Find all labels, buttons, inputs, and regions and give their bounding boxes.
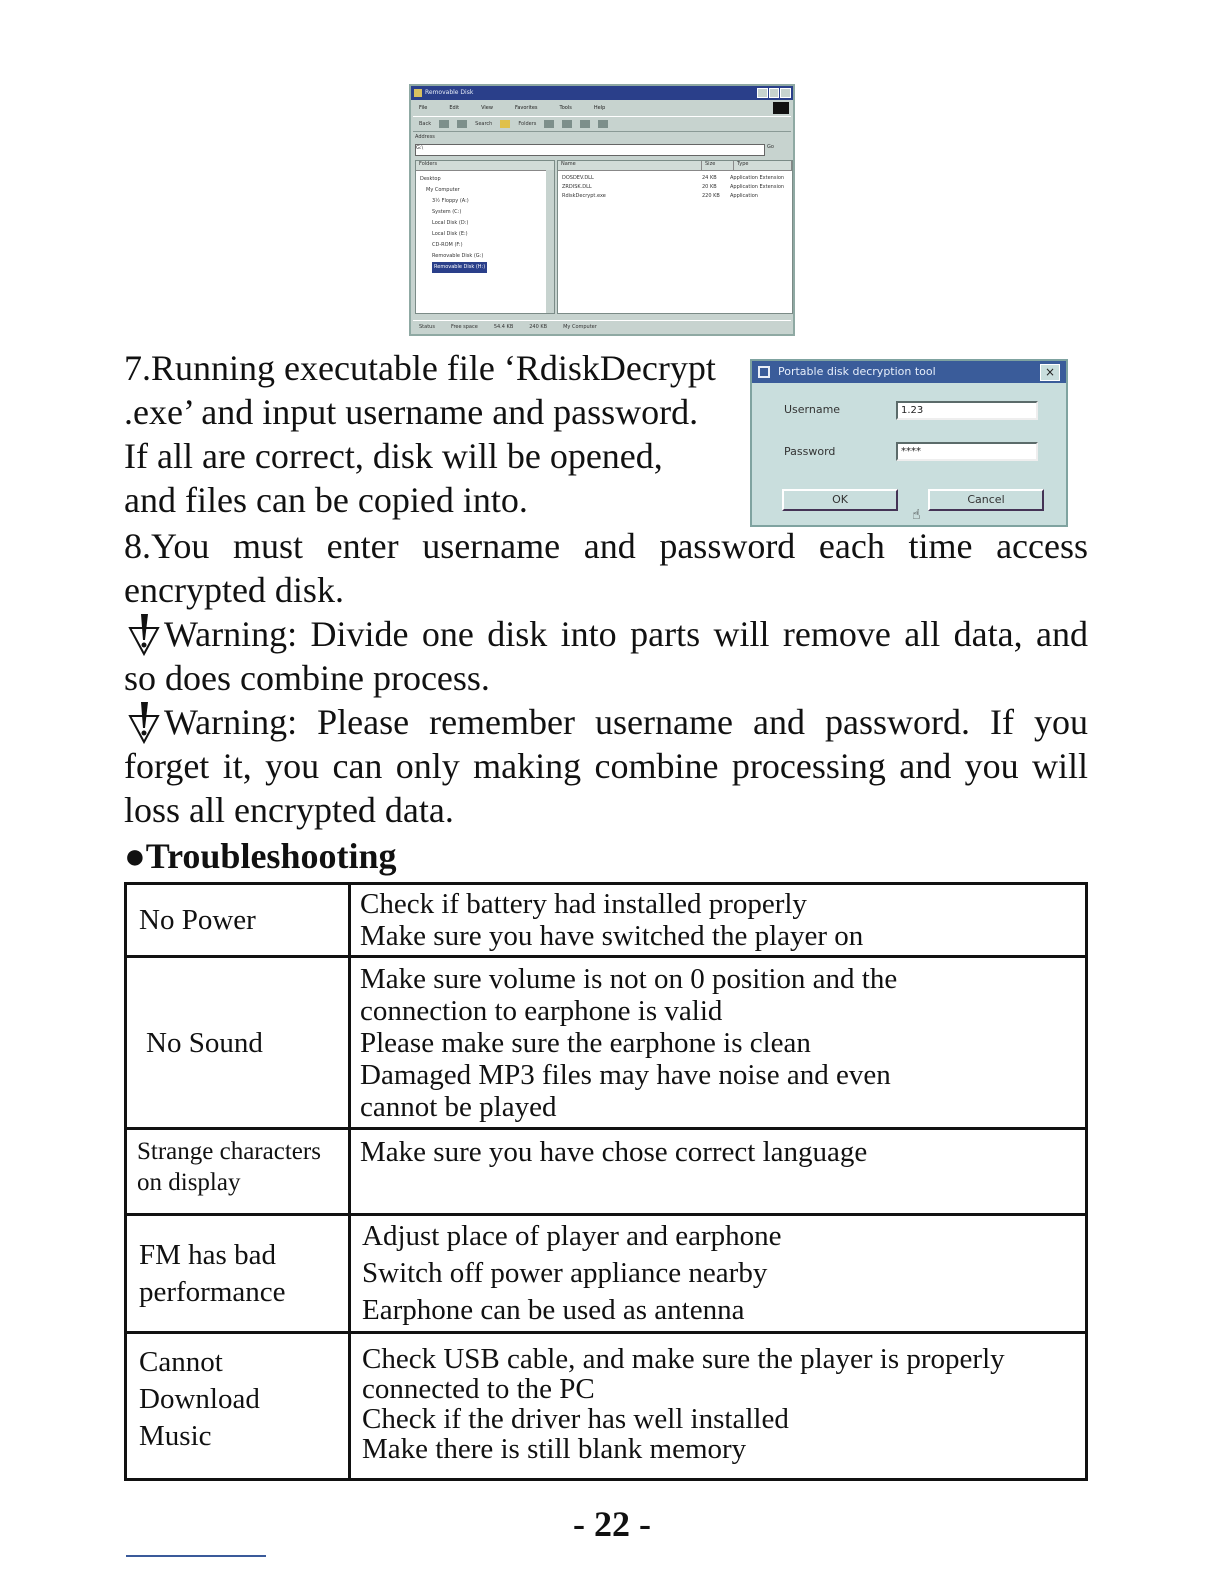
problem-text: No Power [139, 904, 256, 936]
tree-item-selected: Removable Disk (H:) [432, 262, 487, 273]
status-item: 240 KB [529, 323, 548, 330]
problem-text: Download [139, 1383, 260, 1415]
warning2-line: forget it, you can only making combine processing and you will [124, 746, 1088, 786]
dialog-close-button[interactable]: × [1040, 364, 1060, 381]
problem-text: Music [139, 1420, 212, 1452]
problem-cell [126, 1129, 350, 1215]
problem-text: on display [137, 1169, 241, 1196]
problem-cell [126, 957, 350, 1129]
warning1-line: so does combine process. [124, 658, 490, 698]
step8-line: encrypted disk. [124, 570, 344, 610]
address-label: Address [415, 134, 435, 140]
table-row [126, 1215, 1087, 1333]
problem-text: No Sound [146, 1026, 263, 1059]
close-icon [780, 88, 791, 98]
minimize-icon [757, 88, 768, 98]
explorer-screenshot [409, 84, 795, 336]
troubleshooting-heading: ●Troubleshooting [124, 836, 397, 876]
file-size: 20 KB [702, 184, 717, 190]
solution-line: connection to earphone is valid [360, 994, 723, 1027]
forward-icon [439, 120, 449, 128]
status-item: My Computer [563, 323, 597, 330]
go-button: Go [767, 144, 774, 150]
solution-cell [350, 884, 1087, 957]
solution-line: Adjust place of player and earphone [362, 1220, 782, 1252]
problem-cell [126, 1215, 350, 1333]
password-label: Password [784, 445, 836, 458]
up-folder-icon [457, 120, 467, 128]
file-row [562, 183, 792, 192]
files-header [558, 161, 792, 171]
menu-tools: Tools [559, 104, 572, 111]
files-pane [557, 160, 793, 314]
problem-cell [126, 1333, 350, 1480]
page-number: - 22 - [573, 1504, 651, 1544]
file-name: ZRDISK.DLL [562, 184, 592, 190]
file-size: 220 KB [702, 193, 720, 199]
toolbar-folders: Folders [518, 121, 537, 127]
tree-item: Local Disk (D:) [432, 220, 469, 226]
table-row [126, 957, 1087, 1129]
copy-to-icon [562, 120, 572, 128]
problem-text: Strange characters [137, 1138, 321, 1165]
step8-line: 8.You must enter username and password each time access [124, 526, 1088, 566]
table-row [126, 1129, 1087, 1215]
file-type: Application Extension [730, 184, 785, 190]
file-name: DOSDEV.DLL [562, 175, 594, 181]
address-field: G:\ [415, 144, 765, 156]
warning1-line: Warning: Divide one disk into parts will remove all data, and [164, 614, 1088, 654]
explorer-titlebar [411, 86, 793, 100]
problem-text: performance [139, 1275, 286, 1308]
explorer-toolbar [413, 116, 791, 132]
table-row [126, 1333, 1087, 1480]
problem-text: FM has bad [139, 1238, 276, 1271]
solution-line: Check USB cable, and make sure the player is properly [362, 1343, 1005, 1375]
dialog-title: Portable disk decryption tool [778, 365, 936, 378]
problem-text: Cannot [139, 1346, 223, 1378]
solution-line: Make sure you have chose correct language [360, 1136, 868, 1168]
windows-logo-icon [773, 102, 789, 114]
explorer-menubar [411, 101, 793, 114]
tree-item: System (C:) [432, 209, 462, 215]
file-type: Application Extension [730, 175, 785, 181]
solution-cell [350, 1129, 1087, 1215]
menu-favorites: Favorites [514, 104, 538, 111]
tree-item: 3½ Floppy (A:) [432, 198, 469, 204]
mouse-cursor-icon: ☝ [912, 507, 921, 523]
problem-cell [126, 884, 350, 957]
status-item: Status [419, 323, 435, 330]
menu-file: File [419, 104, 428, 111]
username-label: Username [784, 403, 841, 416]
warning-icon [124, 700, 164, 744]
file-type: Application [730, 193, 758, 199]
dialog-titlebar [752, 361, 1066, 383]
warning-1 [124, 612, 1088, 700]
solution-cell [350, 1215, 1087, 1333]
warning2-line: Warning: Please remember username and password. If you [164, 702, 1088, 742]
col-type: Type [734, 161, 792, 170]
warning-icon [124, 612, 164, 656]
move-to-icon [544, 120, 554, 128]
key-icon [757, 365, 771, 379]
folders-scrollbar [546, 170, 554, 313]
toolbar-search: Search [475, 121, 493, 127]
explorer-title: Removable Disk [425, 89, 474, 96]
toolbar-back: Back [419, 121, 432, 127]
solution-line: Earphone can be used as antenna [362, 1294, 745, 1326]
solution-line: Make sure volume is not on 0 position and the [360, 962, 898, 995]
maximize-icon [769, 88, 780, 98]
folders-pane [415, 160, 555, 314]
footer-rule [126, 1555, 266, 1557]
drive-icon [414, 89, 422, 97]
tree-item: Removable Disk (G:) [432, 253, 484, 259]
decryption-dialog [750, 359, 1068, 527]
col-size: Size [702, 161, 734, 170]
views-icon [598, 120, 608, 128]
folders-header: Folders [416, 161, 554, 171]
tree-item: My Computer [426, 187, 460, 193]
solution-line: Check if battery had installed properly [360, 888, 807, 920]
warning-2 [124, 700, 1088, 832]
step-7 [124, 346, 734, 522]
solution-line: connected to the PC [362, 1373, 595, 1405]
solution-line: cannot be played [360, 1090, 557, 1123]
col-name: Name [558, 161, 702, 170]
step7-line: If all are correct, disk will be opened, [124, 436, 663, 476]
step7-line: .exe’ and input username and password. [124, 392, 699, 432]
delete-icon [580, 120, 590, 128]
solution-line: Check if the driver has well installed [362, 1403, 789, 1435]
step7-line: and files can be copied into. [124, 480, 528, 520]
step-8 [124, 524, 1088, 612]
tree-item: Local Disk (E:) [432, 231, 468, 237]
solution-line: Please make sure the earphone is clean [360, 1026, 811, 1059]
explorer-statusbar [413, 320, 791, 332]
menu-view: View [481, 104, 493, 111]
troubleshooting-table [124, 882, 1088, 1481]
solution-cell [350, 1333, 1087, 1480]
file-name: RdiskDecrypt.exe [562, 193, 606, 199]
solution-line: Switch off power appliance nearby [362, 1257, 768, 1289]
password-input[interactable]: **** [896, 442, 1038, 461]
solution-line: Make sure you have switched the player on [360, 920, 864, 952]
folder-icon [500, 120, 510, 128]
warning2-line: loss all encrypted data. [124, 790, 454, 830]
tree-item: Desktop [420, 176, 441, 182]
ok-button[interactable]: OK [782, 489, 898, 511]
file-row [562, 192, 792, 201]
cancel-button[interactable]: Cancel [928, 489, 1044, 511]
file-row [562, 174, 792, 183]
tree-item: CD-ROM (F:) [432, 242, 463, 248]
menu-edit: Edit [449, 104, 460, 111]
file-size: 24 KB [702, 175, 717, 181]
status-item: Free space [450, 323, 478, 330]
status-item: 54.4 KB [493, 323, 514, 330]
solution-line: Damaged MP3 files may have noise and even [360, 1058, 891, 1091]
table-row [126, 884, 1087, 957]
step7-line: 7.Running executable file ‘RdiskDecrypt [124, 348, 716, 388]
solution-line: Make there is still blank memory [362, 1433, 747, 1465]
solution-cell [350, 957, 1087, 1129]
window-controls [757, 88, 791, 98]
menu-help: Help [593, 104, 606, 111]
username-input[interactable]: 1.23 [896, 401, 1038, 420]
